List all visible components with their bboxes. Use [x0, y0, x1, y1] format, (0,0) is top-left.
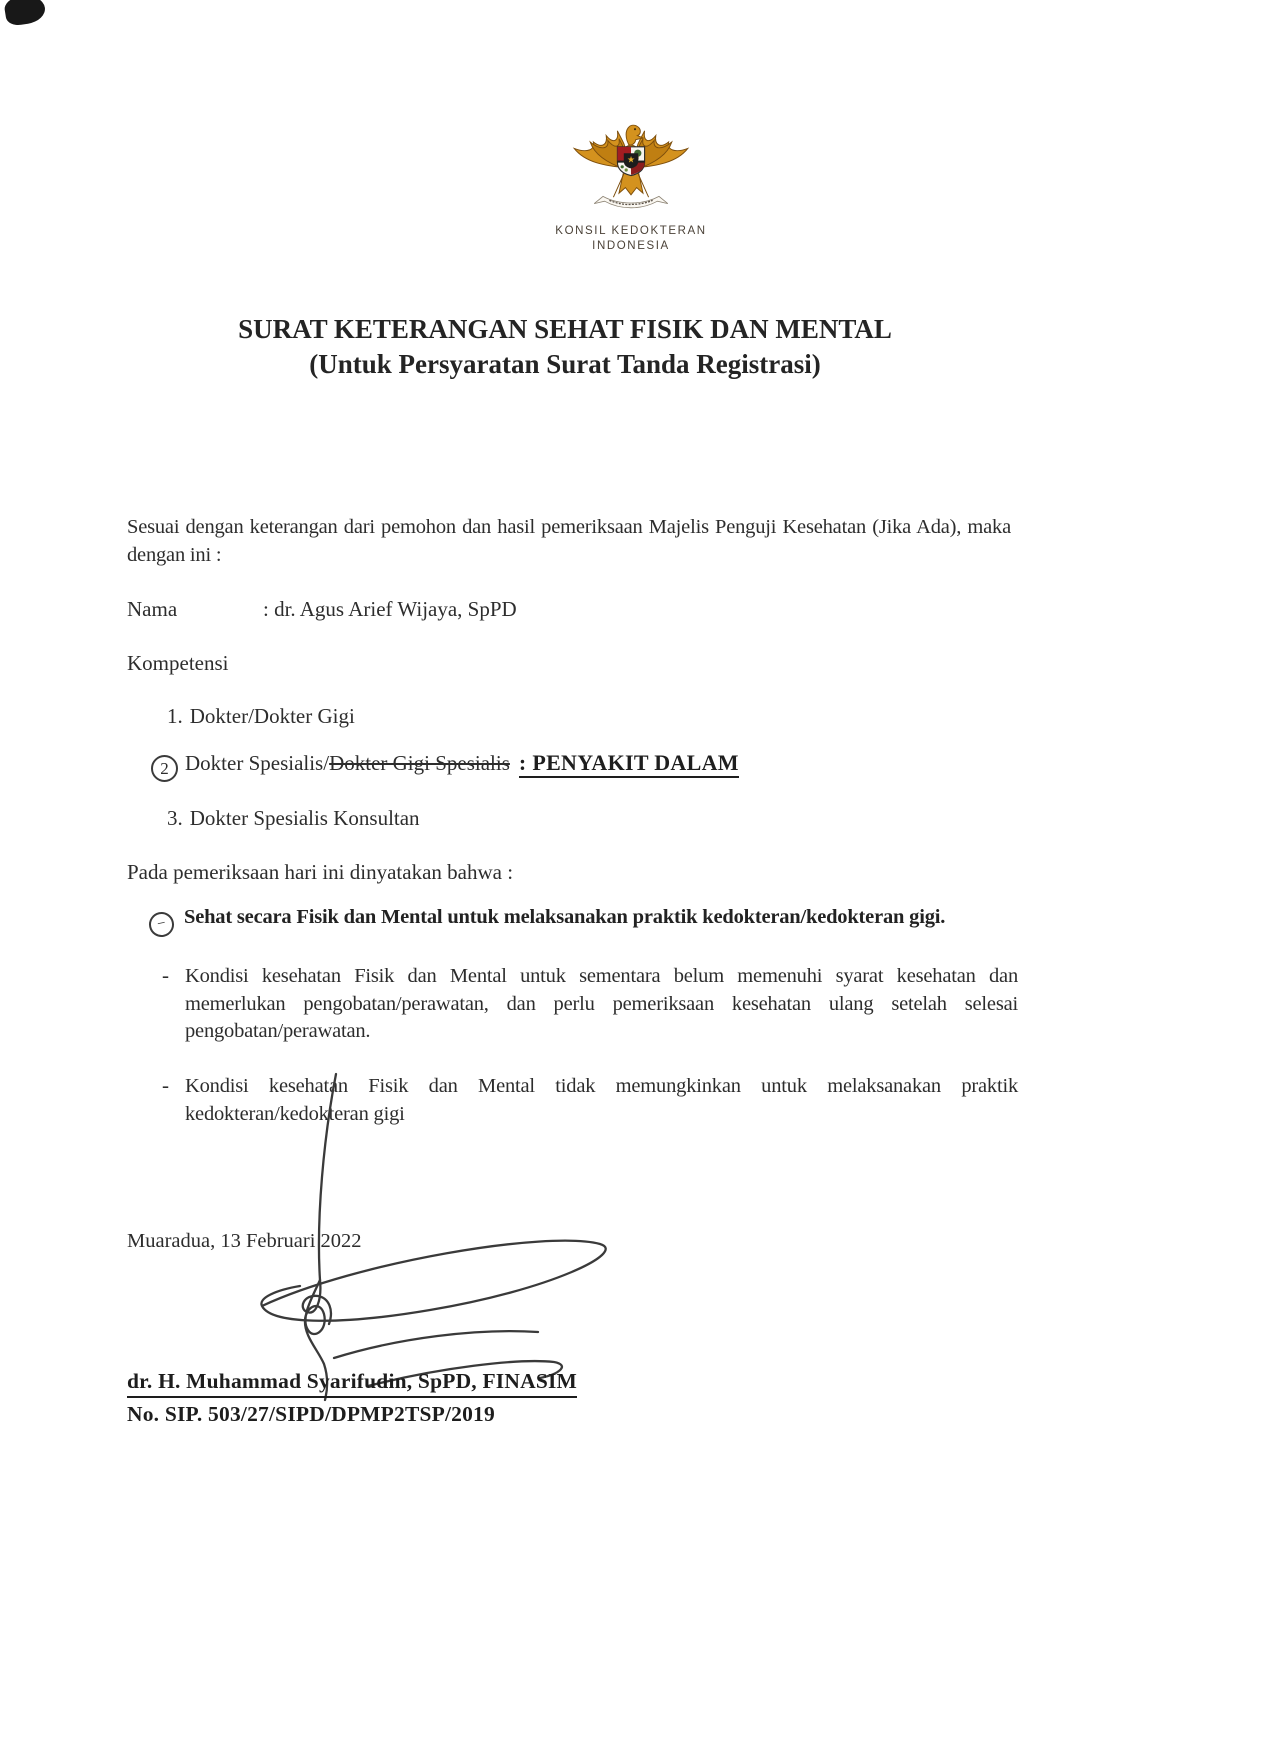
option-temporary-text: Kondisi kesehatan Fisik dan Mental untuk sementara belum memenuhi syarat kesehatan dan memerlukan pengobatan/perawatan, dan perlu pemeriksaan kesehatan ulang setelah selesai pengobatan/perawatan. [185, 965, 1018, 1042]
dash-marker: - [162, 963, 169, 987]
statement-option-healthy [149, 906, 945, 937]
item-3-number: 3. [167, 806, 183, 830]
competency-item-3 [167, 806, 420, 831]
statement-option-temporary [162, 963, 1018, 1046]
handwritten-signature [216, 1066, 646, 1416]
item-2-specialty-value: : PENYAKIT DALAM [519, 750, 739, 778]
dash-marker: - [162, 1073, 169, 1097]
place-date: Muaradua, 13 Februari 2022 [127, 1230, 362, 1252]
name-colon: : [263, 597, 269, 621]
organization-name [0, 224, 1262, 254]
letterhead [0, 118, 1262, 227]
item-2-text-struck: Dokter Gigi Spesialis [329, 751, 510, 775]
circled-dash-marker: − [147, 910, 177, 940]
signer-license-number: No. SIP. 503/27/SIPD/DPMP2TSP/2019 [127, 1402, 495, 1426]
circled-2-marker: 2 [151, 755, 178, 782]
signer-name: dr. H. Muhammad Syarifudin, SpPD, FINASIM [127, 1369, 577, 1398]
competency-item-2 [151, 750, 739, 782]
option-healthy-text: Sehat secara Fisik dan Mental untuk melaksanakan praktik kedokteran/kedokteran gigi. [184, 906, 946, 928]
competency-item-1 [167, 704, 355, 729]
competency-label: Kompetensi [127, 651, 229, 675]
org-line-1: KONSIL KEDOKTERAN [555, 225, 707, 237]
name-value: dr. Agus Arief Wijaya, SpPD [274, 597, 517, 621]
item-1-text: Dokter/Dokter Gigi [189, 704, 355, 728]
title-line-2: (Untuk Persyaratan Surat Tanda Registrasi) [309, 349, 821, 379]
name-label: Nama [127, 597, 178, 621]
svg-text:★: ★ [627, 154, 635, 165]
item-2-text-before: Dokter Spesialis/ [185, 751, 330, 775]
option-unfit-text: Kondisi kesehatan Fisik dan Mental tidak memungkinkan untuk melaksanakan praktik kedokteran/kedokteran gigi [185, 1075, 1018, 1125]
title-line-1: SURAT KETERANGAN SEHAT FISIK DAN MENTAL [238, 314, 892, 344]
statement-lead: Pada pemeriksaan hari ini dinyatakan bahwa : [127, 860, 514, 884]
garuda-pancasila-emblem [571, 118, 691, 222]
item-3-text: Dokter Spesialis Konsultan [189, 806, 420, 830]
name-field-row [127, 597, 517, 622]
item-1-number: 1. [167, 704, 183, 728]
document-title [105, 312, 1025, 382]
org-line-2: INDONESIA [592, 240, 670, 252]
scan-artifact [3, 0, 47, 27]
intro-paragraph: Sesuai dengan keterangan dari pemohon dan hasil pemeriksaan Majelis Penguji Kesehatan (Jika Ada), maka dengan ini : [127, 516, 1011, 566]
